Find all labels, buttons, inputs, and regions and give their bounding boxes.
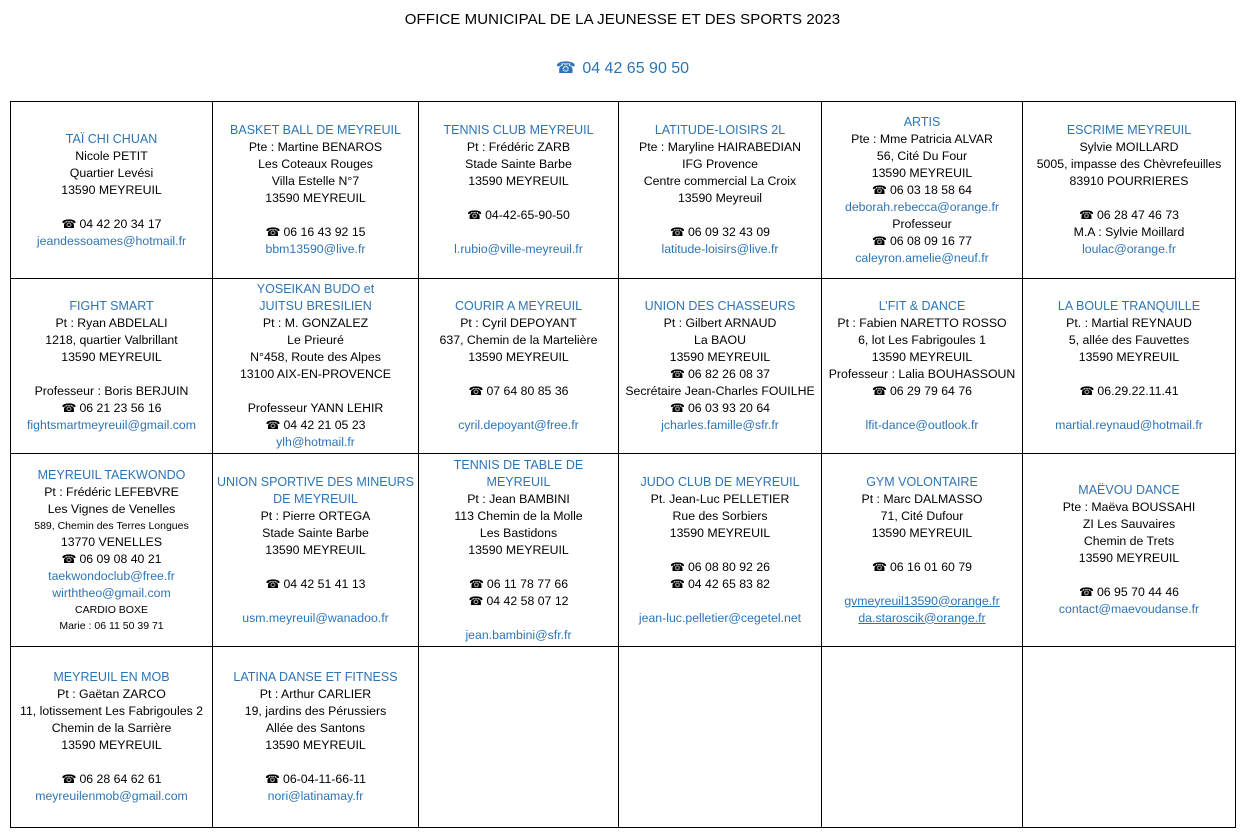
spacer	[621, 593, 819, 610]
telephone-icon: ☎	[669, 401, 685, 415]
spacer	[824, 542, 1020, 559]
telephone-icon: ☎	[468, 593, 484, 608]
info-line: Pt : Frédéric LEFEBVRE	[44, 484, 179, 499]
info-line: Chemin de la Sarrière	[51, 721, 172, 735]
info-line: 113 Chemin de la Molle	[454, 508, 583, 523]
telephone-icon: ☎	[265, 772, 280, 786]
association-name: MAËVOU DANCE	[1078, 483, 1180, 497]
phone-number	[621, 400, 819, 417]
table-row	[11, 102, 1236, 279]
phone-number	[1025, 584, 1233, 601]
empty-cell	[1023, 647, 1236, 828]
phone-digits: 04 42 65 83 82	[687, 576, 770, 591]
email-link[interactable]: bbm13590@live.fr	[265, 242, 366, 256]
email-link[interactable]: usm.meyreuil@wanadoo.fr	[242, 610, 389, 625]
spacer	[621, 542, 819, 559]
email-link[interactable]: l.rubio@ville-meyreuil.fr	[454, 242, 583, 256]
association-cell	[11, 279, 213, 454]
association-cell	[1023, 102, 1236, 279]
association-name: FIGHT SMART	[69, 299, 154, 313]
info-line: 13590 MEYREUIL	[468, 174, 569, 188]
association-name: JUITSU BRESILIEN	[259, 299, 372, 313]
email-link[interactable]: caleyron.amelie@neuf.fr	[855, 250, 989, 265]
association-cell	[619, 279, 822, 454]
info-line: Allée des Santons	[265, 721, 366, 735]
info-line: 13590 MEYREUIL	[871, 350, 973, 364]
email-link[interactable]: latitude-loisirs@live.fr	[661, 242, 779, 256]
spacer	[13, 366, 210, 383]
info-line: 13590 MEYREUIL	[468, 542, 569, 557]
info-line: Sylvie MOILLARD	[1079, 140, 1179, 154]
telephone-icon: ☎	[61, 216, 77, 231]
spacer	[1025, 366, 1233, 383]
association-name: DE MEYREUIL	[273, 491, 358, 506]
info-line: Pt : Gilbert ARNAUD	[663, 316, 777, 330]
phone-number	[621, 559, 819, 576]
phone-number	[13, 400, 210, 417]
info-line: ZI Les Sauvaires	[1082, 517, 1176, 531]
phone-number	[13, 216, 210, 233]
phone-number	[1025, 207, 1233, 224]
phone-digits: 04 42 58 07 12	[486, 593, 569, 608]
phone-number	[421, 593, 616, 610]
info-line: Stade Sainte Barbe	[465, 157, 572, 171]
association-name: UNION DES CHASSEURS	[644, 299, 796, 313]
phone-digits: 06 08 80 92 26	[687, 559, 770, 574]
info-line: Professeur YANN LEHIR	[247, 401, 384, 415]
phone-number	[824, 559, 1020, 576]
telephone-icon: ☎	[1078, 208, 1094, 222]
association-cell	[213, 647, 419, 828]
spacer	[215, 383, 416, 400]
associations-table	[10, 101, 1236, 828]
phone-digits: 06 09 08 40 21	[79, 551, 162, 566]
info-line: 13590 MEYREUIL	[669, 350, 771, 364]
info-line: 13590 MEYREUIL	[871, 525, 973, 540]
info-line: Stade Sainte Barbe	[262, 525, 369, 540]
telephone-icon: ☎	[871, 233, 887, 248]
email-link[interactable]: loulac@orange.fr	[1082, 242, 1176, 256]
email-link[interactable]: jean-luc.pelletier@cegetel.net	[638, 610, 802, 625]
phone-number	[824, 383, 1020, 400]
association-name: LATITUDE-LOISIRS 2L	[654, 123, 786, 137]
email-link[interactable]: contact@maevoudanse.fr	[1058, 602, 1200, 616]
info-line: 71, Cité Dufour	[880, 508, 964, 523]
phone-digits: 06 16 43 92 15	[283, 225, 366, 239]
association-cell	[419, 279, 619, 454]
email-link[interactable]: jcharles.famille@sfr.fr	[661, 418, 779, 432]
phone-digits: 04 42 21 05 23	[283, 418, 366, 432]
info-line: 13590 MEYREUIL	[265, 191, 366, 205]
association-name: JUDO CLUB DE MEYREUIL	[640, 474, 800, 489]
phone-number	[824, 233, 1020, 250]
empty-cell	[419, 647, 619, 828]
info-line: 13590 MEYREUIL	[669, 525, 771, 540]
email-link[interactable]: lfit-dance@outlook.fr	[865, 418, 979, 432]
association-name: L’FIT & DANCE	[878, 299, 966, 313]
telephone-icon: ☎	[555, 60, 576, 77]
spacer	[421, 400, 616, 417]
info-line: 13590 MEYREUIL	[61, 350, 162, 364]
association-name: TENNIS DE TABLE DE MEYREUIL	[453, 457, 584, 489]
phone-digits: 06 08 09 16 77	[889, 233, 972, 248]
info-line: 56, Cité Du Four	[876, 148, 968, 163]
info-line: 5, allée des Fauvettes	[1068, 333, 1190, 347]
telephone-icon: ☎	[468, 576, 484, 591]
info-line: 637, Chemin de la Martelière	[439, 333, 598, 347]
association-cell	[419, 102, 619, 279]
telephone-icon: ☎	[1078, 585, 1094, 599]
email-link[interactable]: meyreuilenmob@gmail.com	[35, 789, 188, 803]
telephone-icon: ☎	[669, 225, 685, 239]
email-link[interactable]: cyril.depoyant@free.fr	[458, 418, 579, 432]
empty-cell	[822, 647, 1023, 828]
telephone-icon: ☎	[468, 384, 484, 398]
telephone-icon: ☎	[1079, 384, 1095, 398]
spacer	[13, 199, 210, 216]
spacer	[215, 559, 416, 576]
phone-number	[824, 182, 1020, 199]
phone-digits: 06 03 93 20 64	[687, 401, 770, 415]
info-line: 1218, quartier Valbrillant	[45, 333, 178, 347]
spacer	[1025, 190, 1233, 207]
info-line: Professeur	[892, 216, 952, 231]
association-cell	[11, 647, 213, 828]
association-cell	[822, 279, 1023, 454]
phone-number	[13, 771, 210, 788]
info-line: Marie : 06 11 50 39 71	[59, 619, 164, 632]
info-line: 13590 MEYREUIL	[265, 738, 366, 752]
header-phone-number: 04 42 65 90 50	[582, 60, 690, 77]
info-line: Pt : Frédéric ZARB	[466, 140, 571, 154]
empty-cell	[619, 647, 822, 828]
info-line: 13590 MEYREUIL	[1078, 551, 1180, 565]
association-name: ESCRIME MEYREUIL	[1066, 123, 1192, 137]
email-link[interactable]: deborah.rebecca@orange.fr	[845, 199, 999, 214]
spacer	[621, 207, 819, 224]
association-cell	[619, 102, 822, 279]
info-line: 83910 POURRIERES	[1069, 174, 1189, 188]
info-line: Centre commercial La Croix	[643, 174, 797, 188]
info-line: Pt : Arthur CARLIER	[259, 687, 372, 701]
info-line: Chemin de Trets	[1083, 534, 1175, 548]
email-link[interactable]: da.staroscik@orange.fr	[858, 610, 986, 625]
phone-number	[621, 576, 819, 593]
association-cell	[822, 454, 1023, 647]
phone-digits: 06 11 78 77 66	[486, 576, 569, 591]
info-line: IFG Provence	[682, 157, 758, 171]
association-name: COURIR A MEYREUIL	[454, 299, 583, 313]
email-link[interactable]: nori@latinamay.fr	[267, 789, 364, 803]
telephone-icon: ☎	[61, 551, 77, 566]
phone-number	[621, 366, 819, 383]
info-line: Le Prieuré	[287, 333, 344, 347]
phone-number	[215, 771, 416, 788]
spacer	[421, 224, 616, 241]
info-line: Les Bastidons	[479, 525, 558, 540]
spacer	[215, 754, 416, 771]
email-link[interactable]: gvmeyreuil13590@orange.fr	[844, 593, 1000, 608]
info-line: 6, lot Les Fabrigoules 1	[858, 333, 986, 347]
spacer	[824, 576, 1020, 593]
phone-number	[1025, 383, 1233, 400]
info-line: 19, jardins des Pérussiers	[244, 704, 387, 718]
phone-digits: 06 28 64 62 61	[79, 772, 162, 786]
association-cell	[1023, 279, 1236, 454]
info-line: Pt : Fabien NARETTO ROSSO	[837, 316, 1007, 330]
info-line: Professeur : Boris BERJUIN	[34, 384, 189, 398]
telephone-icon: ☎	[669, 576, 685, 591]
info-line: 13770 VENELLES	[60, 534, 163, 549]
info-line: Pt : Jean BAMBINI	[467, 491, 570, 506]
telephone-icon: ☎	[669, 367, 685, 381]
spacer	[215, 207, 416, 224]
info-line: Pte : Maryline HAIRABEDIAN	[639, 140, 801, 154]
phone-number	[421, 207, 616, 224]
phone-digits: 06-04-11-66-11	[283, 772, 366, 786]
association-name: ARTIS	[903, 114, 941, 129]
info-line: Pt : Cyril DEPOYANT	[460, 316, 577, 330]
phone-digits: 06 09 32 43 09	[687, 225, 770, 239]
info-line: Pte : Martine BENAROS	[248, 140, 383, 154]
info-line: La BAOU	[694, 333, 746, 347]
spacer	[1025, 567, 1233, 584]
info-line: Villa Estelle N°7	[271, 174, 360, 188]
association-cell	[213, 454, 419, 647]
email-link[interactable]: martial.reynaud@hotmail.fr	[1055, 418, 1203, 432]
association-name: TAÏ CHI CHUAN	[65, 131, 158, 146]
info-line: Pt : Pierre ORTEGA	[260, 508, 371, 523]
page-title: OFFICE MUNICIPAL DE LA JEUNESSE ET DES SPORTS 2023	[404, 11, 841, 28]
telephone-icon: ☎	[61, 401, 77, 415]
phone-digits: 06 21 23 56 16	[79, 401, 162, 415]
phone-number	[621, 224, 819, 241]
info-line: Pt : Ryan ABDELALI	[55, 316, 168, 330]
spacer	[421, 610, 616, 627]
email-link[interactable]: wirththeo@gmail.com	[52, 585, 171, 600]
table-row	[11, 454, 1236, 647]
header-phone	[0, 58, 1245, 78]
info-line: 13590 MEYREUIL	[468, 350, 569, 364]
info-line: Les Coteaux Rouges	[258, 157, 373, 171]
association-cell	[213, 279, 419, 454]
spacer	[824, 400, 1020, 417]
info-line: 13590 Meyreuil	[677, 191, 763, 205]
telephone-icon: ☎	[265, 576, 281, 591]
email-link[interactable]: fightsmartmeyreuil@gmail.com	[27, 418, 196, 432]
phone-number	[421, 576, 616, 593]
phone-number	[421, 383, 616, 400]
info-line: 11, lotissement Les Fabrigoules 2	[20, 704, 203, 718]
association-name: LATINA DANSE ET FITNESS	[233, 670, 398, 684]
info-line: Nicole PETIT	[75, 148, 148, 163]
phone-digits: 04 42 20 34 17	[79, 216, 162, 231]
info-line: CARDIO BOXE	[75, 603, 148, 616]
phone-digits: 06 29 79 64 76	[889, 384, 972, 398]
info-line: Les Vignes de Venelles	[47, 501, 176, 516]
association-cell	[11, 102, 213, 279]
info-line: 13590 MEYREUIL	[61, 182, 162, 197]
association-name: GYM VOLONTAIRE	[866, 474, 978, 489]
association-cell	[1023, 454, 1236, 647]
phone-digits: 06 95 70 44 46	[1096, 585, 1179, 599]
telephone-icon: ☎	[467, 208, 483, 222]
email-link[interactable]: jeandessoames@hotmail.fr	[36, 233, 187, 248]
association-name: MEYREUIL EN MOB	[53, 670, 170, 684]
telephone-icon: ☎	[669, 559, 685, 574]
info-line: 589, Chemin des Terres Longues	[34, 519, 189, 532]
info-line: Pte : Maëva BOUSSAHI	[1062, 500, 1196, 514]
info-line: N°458, Route des Alpes	[250, 350, 381, 364]
table-row	[11, 647, 1236, 828]
telephone-icon: ☎	[61, 772, 77, 786]
phone-digits: 07 64 80 85 36	[486, 384, 569, 398]
info-line: Secrétaire Jean-Charles FOUILHE	[625, 384, 815, 398]
spacer	[1025, 400, 1233, 417]
phone-digits: 06 03 18 58 64	[889, 182, 972, 197]
phone-digits: 04 42 51 41 13	[283, 576, 366, 591]
email-link[interactable]: jean.bambini@sfr.fr	[465, 627, 572, 642]
info-line: M.A : Sylvie Moillard	[1073, 225, 1185, 239]
association-cell	[213, 102, 419, 279]
association-cell	[11, 454, 213, 647]
info-line: Pt : Marc DALMASSO	[861, 491, 983, 506]
telephone-icon: ☎	[265, 225, 281, 239]
spacer	[421, 190, 616, 207]
info-line: Quartier Levési	[69, 165, 154, 180]
phone-number	[215, 224, 416, 241]
info-line: 13590 MEYREUIL	[61, 738, 162, 752]
email-link[interactable]: ylh@hotmail.fr	[276, 435, 355, 449]
association-name: YOSEIKAN BUDO et	[256, 282, 375, 296]
info-line: Pt : Gaëtan ZARCO	[57, 687, 166, 701]
table-row	[11, 279, 1236, 454]
email-link[interactable]: taekwondoclub@free.fr	[48, 568, 175, 583]
info-line: 13590 MEYREUIL	[1078, 350, 1180, 364]
info-line: Pte : Mme Patricia ALVAR	[851, 131, 993, 146]
phone-digits: 06 28 47 46 73	[1096, 208, 1179, 222]
phone-digits: 04-42-65-90-50	[485, 208, 570, 222]
association-cell	[619, 454, 822, 647]
spacer	[421, 366, 616, 383]
telephone-icon: ☎	[265, 418, 281, 432]
telephone-icon: ☎	[871, 384, 887, 398]
phone-number	[215, 417, 416, 434]
association-name: UNION SPORTIVE DES MINEURS	[216, 474, 415, 489]
association-cell	[419, 454, 619, 647]
association-name: BASKET BALL DE MEYREUIL	[230, 123, 401, 137]
phone-number	[215, 576, 416, 593]
phone-number	[13, 551, 210, 568]
info-line: Pt. : Martial REYNAUD	[1066, 316, 1192, 330]
telephone-icon: ☎	[871, 559, 887, 574]
spacer	[13, 754, 210, 771]
association-name: LA BOULE TRANQUILLE	[1057, 299, 1201, 313]
association-cell	[822, 102, 1023, 279]
association-name: TENNIS CLUB MEYREUIL	[443, 123, 594, 137]
info-line: Professeur : Lalia BOUHASSOUN	[828, 367, 1016, 381]
association-name: MEYREUIL TAEKWONDO	[37, 467, 186, 482]
info-line: 13590 MEYREUIL	[265, 542, 366, 557]
info-line: 5005, impasse des Chèvrefeuilles	[1036, 157, 1222, 171]
phone-digits: 06 82 26 08 37	[687, 367, 770, 381]
info-line: 13100 AIX-EN-PROVENCE	[239, 367, 392, 381]
info-line: Pt : M. GONZALEZ	[262, 316, 369, 330]
phone-digits: 06.29.22.11.41	[1097, 384, 1179, 398]
info-line: 13590 MEYREUIL	[871, 165, 973, 180]
phone-digits: 06 16 01 60 79	[889, 559, 972, 574]
info-line: Pt. Jean-Luc PELLETIER	[650, 491, 790, 506]
spacer	[421, 559, 616, 576]
info-line: Rue des Sorbiers	[672, 508, 768, 523]
spacer	[215, 593, 416, 610]
telephone-icon: ☎	[871, 182, 887, 197]
